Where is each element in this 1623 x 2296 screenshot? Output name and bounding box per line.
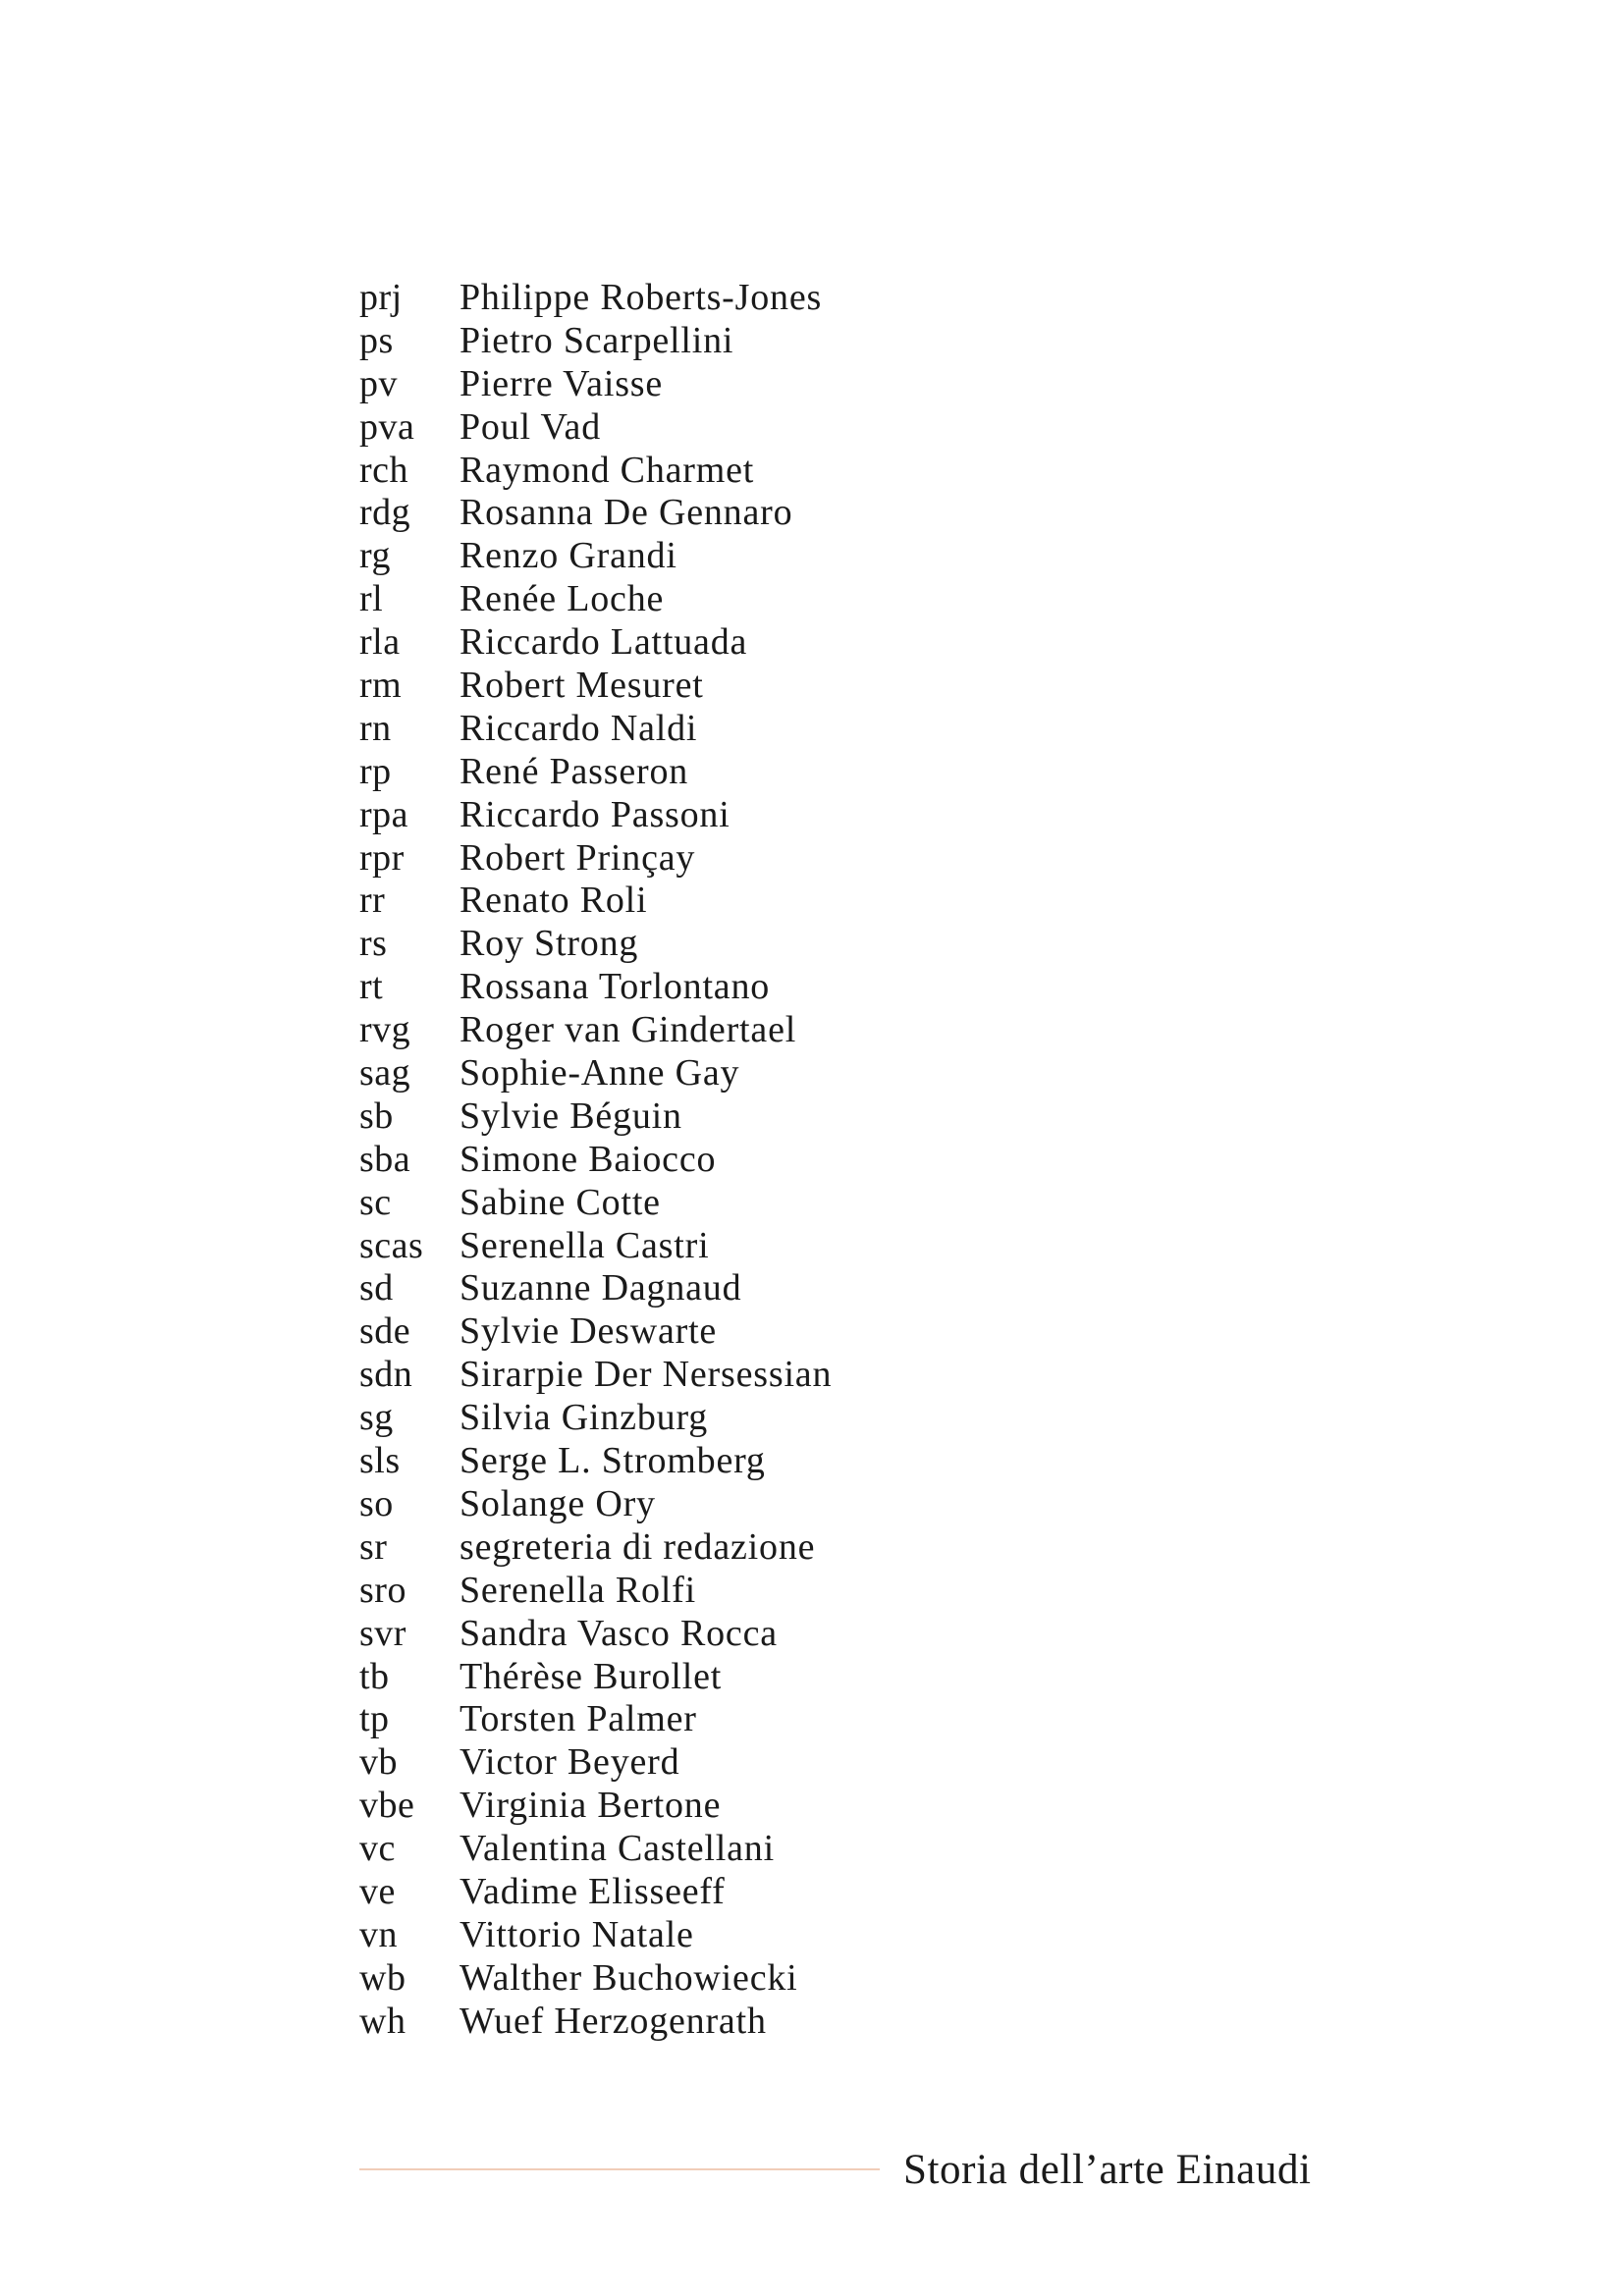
list-item (359, 1354, 1243, 1397)
list-item (359, 535, 1243, 578)
list-item (359, 751, 1243, 794)
entry-abbreviation: sba (359, 1138, 411, 1180)
entry-abbreviation: ve (359, 1870, 396, 1912)
entry-abbreviation: sd (359, 1267, 394, 1309)
entry-name: segreteria di redazione (460, 1525, 816, 1568)
entry-abbreviation: rpr (359, 836, 405, 879)
list-item (359, 1914, 1243, 1957)
entry-name: Sabine Cotte (460, 1181, 661, 1223)
entry-abbreviation: rt (359, 966, 384, 1008)
footer-title: Storia dell’arte Einaudi (903, 2146, 1312, 2193)
entry-name: Solange Ory (460, 1482, 656, 1524)
list-item (359, 966, 1243, 1009)
entry-name: Sirarpie Der Nersessian (460, 1354, 833, 1396)
entry-abbreviation: scas (359, 1224, 424, 1266)
entry-name: Vadime Elisseeff (460, 1870, 726, 1912)
entry-name: Sandra Vasco Rocca (460, 1612, 778, 1654)
entry-name: Renée Loche (460, 578, 665, 620)
list-item (359, 406, 1243, 450)
list-item (359, 1698, 1243, 1741)
entry-name: Pierre Vaisse (460, 362, 664, 404)
entry-name: Roy Strong (460, 923, 639, 965)
entry-abbreviation: sg (359, 1397, 394, 1439)
list-item (359, 1182, 1243, 1225)
entry-abbreviation: so (359, 1482, 394, 1524)
entry-name: Vittorio Natale (460, 1913, 694, 1955)
entry-abbreviation: rdg (359, 492, 411, 534)
entry-abbreviation: pva (359, 405, 415, 448)
list-item (359, 794, 1243, 837)
entry-name: Silvia Ginzburg (460, 1397, 709, 1439)
entry-name: Walther Buchowiecki (460, 1956, 798, 1999)
list-item (359, 923, 1243, 966)
list-item (359, 1139, 1243, 1182)
list-item (359, 880, 1243, 923)
list-item (359, 1095, 1243, 1139)
list-item (359, 621, 1243, 665)
list-item (359, 1570, 1243, 1613)
entry-abbreviation: rs (359, 923, 388, 965)
list-item (359, 1613, 1243, 1656)
entry-name: René Passeron (460, 750, 689, 792)
entry-name: Sophie-Anne Gay (460, 1052, 740, 1095)
list-item (359, 1440, 1243, 1483)
list-item (359, 320, 1243, 363)
list-item (359, 277, 1243, 320)
entry-abbreviation: rpa (359, 793, 409, 835)
entry-name: Robert Mesuret (460, 665, 704, 707)
entry-abbreviation: sdn (359, 1354, 413, 1396)
list-item (359, 450, 1243, 493)
list-item (359, 492, 1243, 535)
list-item (359, 708, 1243, 751)
entry-name: Raymond Charmet (460, 449, 755, 491)
list-item (359, 578, 1243, 621)
entry-abbreviation: sag (359, 1052, 411, 1095)
entry-name: Sylvie Deswarte (460, 1310, 718, 1353)
entry-abbreviation: rr (359, 880, 386, 922)
entry-name: Riccardo Passoni (460, 793, 730, 835)
entry-abbreviation: rn (359, 707, 392, 749)
entry-name: Thérèse Burollet (460, 1655, 723, 1697)
list-item (359, 363, 1243, 406)
entry-name: Robert Prinçay (460, 836, 696, 879)
page-footer (359, 2140, 1317, 2199)
list-item (359, 1052, 1243, 1095)
entry-name: Torsten Palmer (460, 1698, 697, 1740)
entry-abbreviation: rla (359, 621, 401, 664)
entry-name: Victor Beyerd (460, 1741, 680, 1784)
entry-name: Poul Vad (460, 405, 602, 448)
list-item (359, 1871, 1243, 1914)
entry-name: Serge L. Stromberg (460, 1440, 766, 1482)
entry-abbreviation: tb (359, 1655, 390, 1697)
entry-abbreviation: vc (359, 1828, 396, 1870)
entry-name: Simone Baiocco (460, 1138, 717, 1180)
entry-abbreviation: sc (359, 1181, 392, 1223)
list-item (359, 837, 1243, 881)
entry-name: Serenella Castri (460, 1224, 710, 1266)
entry-abbreviation: vn (359, 1913, 398, 1955)
entry-abbreviation: rch (359, 449, 409, 491)
list-item (359, 1225, 1243, 1268)
entry-name: Wuef Herzogenrath (460, 2000, 767, 2042)
contributors-list (359, 277, 1243, 2044)
list-item (359, 1741, 1243, 1785)
entry-name: Roger van Gindertael (460, 1009, 797, 1051)
entry-abbreviation: wb (359, 1956, 406, 1999)
list-item (359, 1310, 1243, 1354)
entry-name: Suzanne Dagnaud (460, 1267, 742, 1309)
entry-name: Rossana Torlontano (460, 966, 771, 1008)
list-item (359, 665, 1243, 708)
entry-abbreviation: sde (359, 1310, 411, 1353)
entry-name: Serenella Rolfi (460, 1569, 696, 1611)
entry-name: Renzo Grandi (460, 535, 677, 577)
entry-abbreviation: wh (359, 2000, 406, 2042)
entry-abbreviation: prj (359, 277, 403, 318)
entry-abbreviation: vbe (359, 1785, 415, 1827)
entry-name: Rosanna De Gennaro (460, 492, 793, 534)
entry-abbreviation: sr (359, 1525, 388, 1568)
entry-name: Renato Roli (460, 880, 648, 922)
list-item (359, 1397, 1243, 1440)
list-item (359, 2001, 1243, 2044)
entry-abbreviation: sls (359, 1440, 401, 1482)
entry-name: Pietro Scarpellini (460, 319, 734, 361)
entry-abbreviation: rvg (359, 1009, 411, 1051)
entry-abbreviation: sro (359, 1569, 406, 1611)
entry-abbreviation: vb (359, 1741, 398, 1784)
entry-abbreviation: rm (359, 665, 403, 707)
entry-name: Sylvie Béguin (460, 1095, 682, 1137)
list-item (359, 1526, 1243, 1570)
list-item (359, 1957, 1243, 2001)
entry-abbreviation: rl (359, 578, 384, 620)
entry-abbreviation: rp (359, 750, 392, 792)
list-item (359, 1483, 1243, 1526)
entry-abbreviation: rg (359, 535, 391, 577)
entry-name: Virginia Bertone (460, 1785, 722, 1827)
entry-abbreviation: tp (359, 1698, 390, 1740)
entry-abbreviation: svr (359, 1612, 406, 1654)
entry-abbreviation: pv (359, 362, 398, 404)
list-item (359, 1828, 1243, 1871)
entry-abbreviation: sb (359, 1095, 394, 1137)
entry-name: Valentina Castellani (460, 1828, 775, 1870)
entry-abbreviation: ps (359, 319, 394, 361)
list-item (359, 1009, 1243, 1052)
footer-rule (359, 2168, 880, 2170)
entry-name: Riccardo Naldi (460, 707, 698, 749)
entry-name: Riccardo Lattuada (460, 621, 748, 664)
list-item (359, 1267, 1243, 1310)
entry-name: Philippe Roberts-Jones (460, 277, 823, 318)
list-item (359, 1785, 1243, 1828)
list-item (359, 1656, 1243, 1699)
